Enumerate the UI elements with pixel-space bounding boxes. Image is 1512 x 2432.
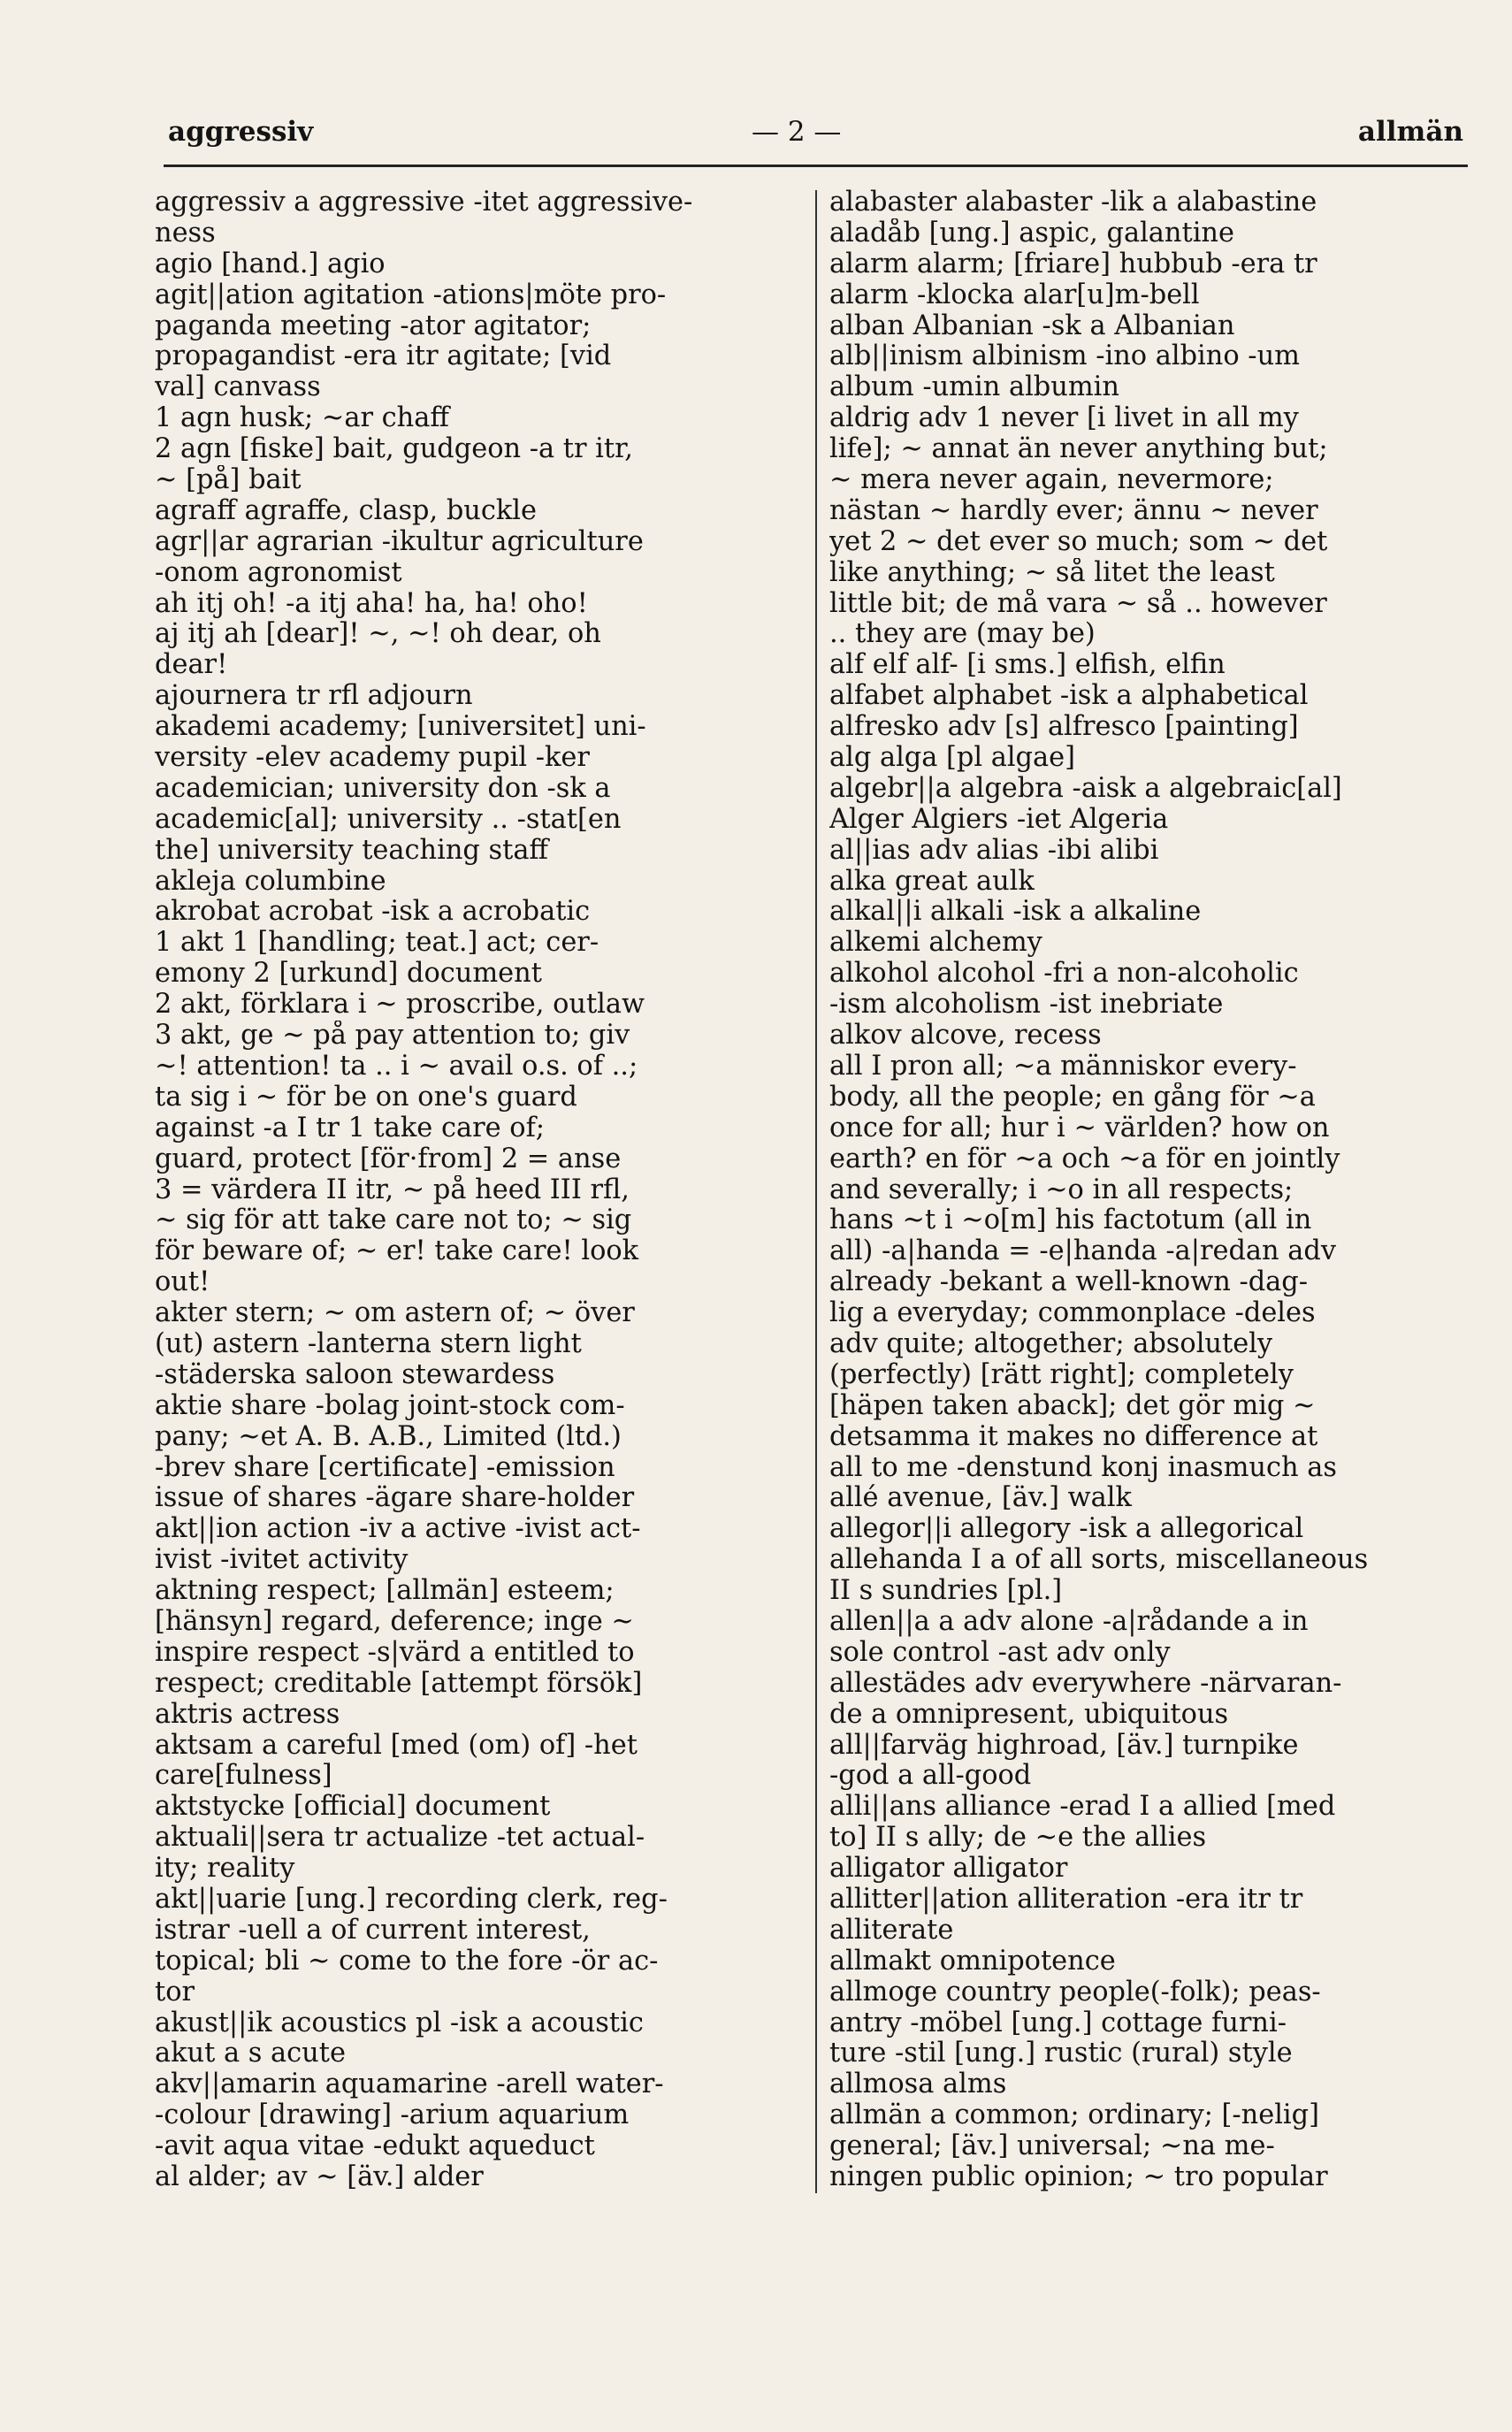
dictionary-line: allmän a common; ordinary; [-nelig] (829, 2100, 1319, 2131)
dictionary-line: all) -a|handa = -e|handa -a|redan adv (829, 1236, 1336, 1267)
dictionary-line: alg alga [pl algae] (829, 743, 1075, 774)
dictionary-line: allitter||ation alliteration -era itr tr (829, 1884, 1303, 1915)
dictionary-line: inspire respect -s|värd a entitled to (155, 1637, 635, 1668)
dictionary-line: -brev share [certificate] -emission (155, 1452, 615, 1483)
dictionary-line: aggressiv a aggressive -itet aggressive- (155, 187, 693, 218)
dictionary-line: all to me -denstund konj inasmuch as (829, 1452, 1337, 1483)
dictionary-line: ~ sig för att take care not to; ~ sig (155, 1205, 632, 1236)
dictionary-line: alfresko adv [s] alfresco [painting] (829, 712, 1299, 743)
dictionary-line: 2 akt, förklara i ~ proscribe, outlaw (155, 990, 645, 1021)
dictionary-line: allmoge country people(-folk); peas- (829, 1977, 1321, 2008)
dictionary-line: -onom agronomist (155, 557, 402, 588)
dictionary-line: -colour [drawing] -arium aquarium (155, 2100, 630, 2131)
dictionary-line: alfabet alphabet -isk a alphabetical (829, 681, 1309, 712)
dictionary-line: detsamma it makes no difference at (829, 1421, 1318, 1452)
header-first-word: aggressiv (168, 116, 314, 148)
dictionary-line: alf elf alf- [i sms.] elfish, elfin (829, 650, 1226, 681)
dictionary-line: little bit; de må vara ~ så .. however (829, 588, 1327, 619)
dictionary-line: .. they are (may be) (829, 619, 1096, 650)
dictionary-line: antry -möbel [ung.] cottage furni- (829, 2008, 1287, 2038)
dictionary-line: aktning respect; [allmän] esteem; (155, 1576, 615, 1607)
dictionary-line: ture -stil [ung.] rustic (rural) style (829, 2038, 1293, 2069)
header-rule (164, 164, 1468, 167)
dictionary-line: allestädes adv everywhere -närvaran- (829, 1668, 1342, 1699)
dictionary-line: allen||a a adv alone -a|rådande a in (829, 1606, 1309, 1637)
dictionary-line: all I pron all; ~a människor every- (829, 1051, 1297, 1082)
dictionary-line: akust||ik acoustics pl -isk a acoustic (155, 2008, 644, 2038)
dictionary-line: aktie share -bolag joint-stock com- (155, 1390, 625, 1421)
dictionary-line: [häpen taken aback]; det gör mig ~ (829, 1390, 1316, 1421)
dictionary-line: aj itj ah [dear]! ~, ~! oh dear, oh (155, 619, 601, 650)
dictionary-line: to] II s ally; de ~e the allies (829, 1823, 1207, 1854)
dictionary-line: ningen public opinion; ~ tro popular (829, 2162, 1328, 2192)
dictionary-line: akut a s acute (155, 2038, 346, 2069)
dictionary-line: aktstycke [official] document (155, 1792, 551, 1823)
dictionary-line: earth? en för ~a och ~a för en jointly (829, 1143, 1340, 1174)
dictionary-line: general; [äv.] universal; ~na me- (829, 2131, 1275, 2162)
dictionary-line: algebr||a algebra -aisk a algebraic[al] (829, 773, 1342, 804)
dictionary-line: against -a I tr 1 take care of; (155, 1113, 546, 1143)
dictionary-line: yet 2 ~ det ever so much; som ~ det (829, 526, 1328, 557)
dictionary-line: ness (155, 218, 216, 249)
dictionary-line: 3 = värdera II itr, ~ på heed III rfl, (155, 1174, 630, 1205)
dictionary-line: out! (155, 1267, 210, 1298)
dictionary-line: tor (155, 1977, 195, 2008)
dictionary-line: care[fulness] (155, 1761, 332, 1792)
dictionary-line: ~ [på] bait (155, 465, 302, 496)
dictionary-line: allmosa alms (829, 2069, 1007, 2100)
dictionary-line: alabaster alabaster -lik a alabastine (829, 187, 1317, 218)
dictionary-line: emony 2 [urkund] document (155, 959, 542, 990)
page-number: — 2 — (752, 116, 842, 148)
dictionary-line: agraff agraffe, clasp, buckle (155, 495, 537, 526)
dictionary-line: ajournera tr rfl adjourn (155, 681, 473, 712)
dictionary-line: aldrig adv 1 never [i livet in all my (829, 403, 1299, 434)
dictionary-line: -god a all-good (829, 1761, 1032, 1792)
dictionary-line: alban Albanian -sk a Albanian (829, 310, 1235, 341)
dictionary-line: ity; reality (155, 1854, 295, 1885)
dictionary-line: body, all the people; en gång för ~a (829, 1082, 1316, 1113)
dictionary-line: alliterate (829, 1915, 954, 1946)
dictionary-line: allé avenue, [äv.] walk (829, 1483, 1132, 1514)
dictionary-line: nästan ~ hardly ever; ännu ~ never (829, 495, 1318, 526)
dictionary-line: de a omnipresent, ubiquitous (829, 1699, 1229, 1730)
page-header (168, 116, 1463, 162)
dictionary-line: dear! (155, 650, 228, 681)
dictionary-line: aktsam a careful [med (om) of] -het (155, 1730, 638, 1761)
left-column (155, 187, 800, 2193)
dictionary-line: alli||ans alliance -erad I a allied [med (829, 1792, 1336, 1823)
dictionary-line: alkemi alchemy (829, 928, 1042, 959)
dictionary-line: för beware of; ~ er! take care! look (155, 1236, 639, 1267)
dictionary-line: academic[al]; university .. -stat[en (155, 804, 622, 835)
dictionary-line: allmakt omnipotence (829, 1946, 1116, 1977)
dictionary-line: akrobat acrobat -isk a acrobatic (155, 897, 591, 928)
dictionary-line: ta sig i ~ för be on one's guard (155, 1082, 577, 1113)
dictionary-line: -städerska saloon stewardess (155, 1359, 555, 1390)
dictionary-line: akademi academy; [universitet] uni- (155, 712, 646, 743)
header-last-word: allmän (1357, 116, 1463, 148)
dictionary-line: alkov alcove, recess (829, 1021, 1102, 1052)
dictionary-line: akt||uarie [ung.] recording clerk, reg- (155, 1884, 668, 1915)
dictionary-line: versity -elev academy pupil -ker (155, 743, 590, 774)
dictionary-line: and severally; i ~o in all respects; (829, 1174, 1294, 1205)
dictionary-line: the] university teaching staff (155, 835, 549, 866)
dictionary-line: alligator alligator (829, 1854, 1068, 1885)
dictionary-line: alkal||i alkali -isk a alkaline (829, 897, 1202, 928)
dictionary-line: al||ias adv alias -ibi alibi (829, 835, 1159, 866)
dictionary-line: 2 agn [fiske] bait, gudgeon -a tr itr, (155, 434, 633, 465)
dictionary-line: agr||ar agrarian -ikultur agriculture (155, 526, 644, 557)
dictionary-line: 3 akt, ge ~ på pay attention to; giv (155, 1021, 630, 1052)
dictionary-line: album -umin albumin (829, 372, 1119, 403)
dictionary-line: ~! attention! ta .. i ~ avail o.s. of ..; (155, 1051, 638, 1082)
dictionary-line: hans ~t i ~o[m] his factotum (all in (829, 1205, 1312, 1236)
dictionary-line: allegor||i allegory -isk a allegorical (829, 1514, 1304, 1545)
dictionary-line: once for all; hur i ~ världen? how on (829, 1113, 1330, 1143)
dictionary-line: -ism alcoholism -ist inebriate (829, 990, 1224, 1021)
dictionary-line: (ut) astern -lanterna stern light (155, 1328, 582, 1359)
dictionary-line: akt||ion action -iv a active -ivist act- (155, 1514, 641, 1545)
dictionary-line: topical; bli ~ come to the fore -ör ac- (155, 1946, 659, 1977)
dictionary-line: issue of shares -ägare share-holder (155, 1483, 635, 1514)
dictionary-line: adv quite; altogether; absolutely (829, 1328, 1273, 1359)
dictionary-line: sole control -ast adv only (829, 1637, 1171, 1668)
dictionary-line: alarm alarm; [friare] hubbub -era tr (829, 249, 1317, 279)
dictionary-line: agit||ation agitation -ations|möte pro- (155, 279, 667, 310)
dictionary-line: 1 agn husk; ~ar chaff (155, 403, 449, 434)
dictionary-line: like anything; ~ så litet the least (829, 557, 1275, 588)
dictionary-line: alb||inism albinism -ino albino -um (829, 341, 1300, 372)
dictionary-line: already -bekant a well-known -dag- (829, 1267, 1309, 1298)
dictionary-line: agio [hand.] agio (155, 249, 386, 279)
dictionary-line: alkohol alcohol -fri a non-alcoholic (829, 959, 1299, 990)
dictionary-line: al alder; av ~ [äv.] alder (155, 2162, 484, 2192)
dictionary-line: lig a everyday; commonplace -deles (829, 1298, 1316, 1329)
dictionary-line: respect; creditable [attempt försök] (155, 1668, 643, 1699)
dictionary-line: istrar -uell a of current interest, (155, 1915, 591, 1946)
dictionary-line: guard, protect [för·from] 2 = anse (155, 1143, 622, 1174)
dictionary-line: academician; university don -sk a (155, 773, 611, 804)
dictionary-line: aktris actress (155, 1699, 340, 1730)
dictionary-line: val] canvass (155, 372, 321, 403)
dictionary-line: II s sundries [pl.] (829, 1576, 1063, 1607)
dictionary-line: alarm -klocka alar[u]m-bell (829, 279, 1200, 310)
dictionary-line: ah itj oh! -a itj aha! ha, ha! oho! (155, 588, 588, 619)
dictionary-line: Alger Algiers -iet Algeria (829, 804, 1169, 835)
dictionary-line: aladåb [ung.] aspic, galantine (829, 218, 1234, 249)
dictionary-line: (perfectly) [rätt right]; completely (829, 1359, 1294, 1390)
dictionary-line: all||farväg highroad, [äv.] turnpike (829, 1730, 1299, 1761)
dictionary-line: ivist -ivitet activity (155, 1545, 409, 1576)
column-divider (815, 190, 817, 2193)
dictionary-line: paganda meeting -ator agitator; (155, 310, 592, 341)
right-column (829, 187, 1468, 2193)
dictionary-line: aktuali||sera tr actualize -tet actual- (155, 1823, 645, 1854)
dictionary-line: akleja columbine (155, 866, 386, 897)
dictionary-line: alka great aulk (829, 866, 1035, 897)
dictionary-line: ~ mera never again, nevermore; (829, 465, 1274, 496)
dictionary-line: pany; ~et A. B. A.B., Limited (ltd.) (155, 1421, 622, 1452)
dictionary-line: akter stern; ~ om astern of; ~ över (155, 1298, 635, 1329)
dictionary-line: [hänsyn] regard, deference; inge ~ (155, 1606, 634, 1637)
dictionary-line: allehanda I a of all sorts, miscellaneous (829, 1545, 1369, 1576)
dictionary-line: 1 akt 1 [handling; teat.] act; cer- (155, 928, 599, 959)
dictionary-line: life]; ~ annat än never anything but; (829, 434, 1328, 465)
dictionary-line: -avit aqua vitae -edukt aqueduct (155, 2131, 595, 2162)
dictionary-line: akv||amarin aquamarine -arell water- (155, 2069, 664, 2100)
dictionary-line: propagandist -era itr agitate; [vid (155, 341, 612, 372)
